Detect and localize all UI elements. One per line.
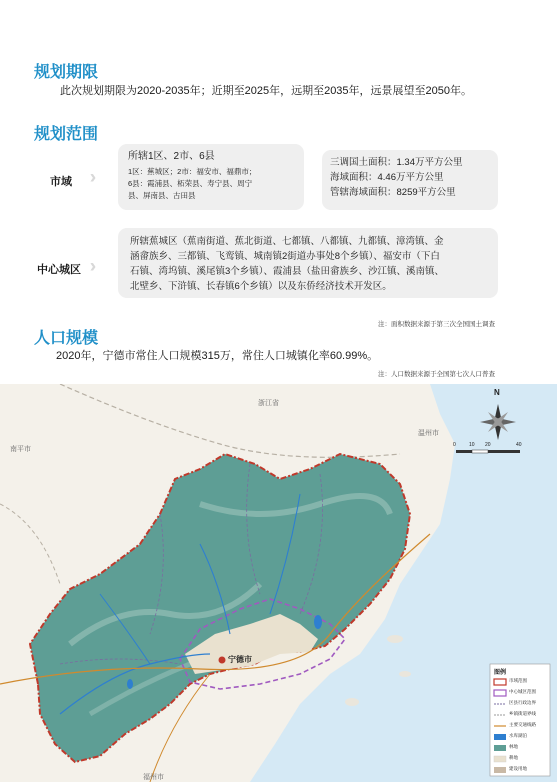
city-marker-icon xyxy=(219,657,226,664)
scale-label: 40 xyxy=(516,442,522,448)
population-text: 2020年，宁德市常住人口规模315万，常住人口城镇化率60.99%。 xyxy=(56,350,379,362)
scale-label: 20 xyxy=(485,442,491,448)
city-admin-line: 6县：霞浦县、柘荣县、寿宁县、周宁 xyxy=(128,179,253,188)
legend-item: 区县行政边界 xyxy=(509,700,536,705)
legend-item: 建设用地 xyxy=(509,766,527,771)
center-line: 北壁乡、下浒镇、长春镇6个乡镇）以及东侨经济技术开发区。 xyxy=(130,281,392,292)
city-admin-line: 县、屏南县、古田县 xyxy=(128,191,196,200)
map-label-ningde: 宁德市 xyxy=(228,655,252,664)
population-note: 注：人口数据来源于全国第七次人口普查 xyxy=(378,371,495,378)
population-heading: 人口规模 xyxy=(34,330,99,347)
city-area-line: 海域面积：4.46万平方公里 xyxy=(330,172,444,183)
scope-note: 注：面积数据来源于第三次全国国土调查 xyxy=(378,321,495,328)
map-label-zhejiang: 浙江省 xyxy=(258,400,279,407)
center-line: 涵畲族乡、三都镇、飞鸾镇、城南镇2街道办事处8个乡镇）、福安市（下白 xyxy=(130,251,440,262)
legend-item: 市域范围 xyxy=(509,678,527,683)
legend-item: 中心城区范围 xyxy=(509,689,536,694)
center-label: 中心城区 xyxy=(37,264,81,276)
map-island xyxy=(345,698,359,706)
period-heading: 规划期限 xyxy=(34,64,99,81)
map-label-nanping: 南平市 xyxy=(10,446,31,453)
city-label: 市域 xyxy=(50,176,72,188)
map-island xyxy=(399,671,411,677)
legend-item: 主要交通线路 xyxy=(509,722,536,727)
legend-item: 林地 xyxy=(509,744,518,749)
ningde-map xyxy=(0,384,557,782)
map-label-wenzhou: 温州市 xyxy=(418,430,439,437)
center-line: 石镇、湾坞镇、溪尾镇3个乡镇）、霞浦县（盐田畲族乡、沙江镇、溪南镇、 xyxy=(130,266,445,277)
period-text: 此次规划期限为2020-2035年；近期至2025年，远期至2035年，远景展望至2050年。 xyxy=(60,85,473,97)
city-area-line: 三调国土面积：1.34万平方公里 xyxy=(330,157,463,168)
legend-item: 耕地 xyxy=(509,755,518,760)
city-area-box xyxy=(322,150,498,210)
legend-item: 乡镇街道界线 xyxy=(509,711,536,716)
legend-title: 图例 xyxy=(494,670,507,676)
reservoir xyxy=(127,679,133,689)
city-area-line: 管辖海域面积：8259平方公里 xyxy=(330,187,456,198)
north-label: N xyxy=(494,388,500,397)
scope-heading: 规划范围 xyxy=(34,126,99,143)
scale-label: 10 xyxy=(469,442,475,448)
scale-label: 0 xyxy=(453,442,456,448)
center-line: 所辖蕉城区（蕉南街道、蕉北街道、七都镇、八都镇、九都镇、漳湾镇、金 xyxy=(130,236,444,247)
reservoir xyxy=(314,615,322,629)
scale-bar xyxy=(456,450,520,453)
city-admin-title: 所辖1区、2市、6县 xyxy=(128,151,215,162)
city-admin-line: 1区：蕉城区；2市：福安市、福鼎市； xyxy=(128,167,257,176)
map-island xyxy=(387,635,403,643)
city-admin-box xyxy=(118,144,304,210)
center-box xyxy=(118,228,498,298)
map-label-fuzhou: 福州市 xyxy=(143,774,164,781)
legend-item: 水库湖泊 xyxy=(509,733,527,738)
